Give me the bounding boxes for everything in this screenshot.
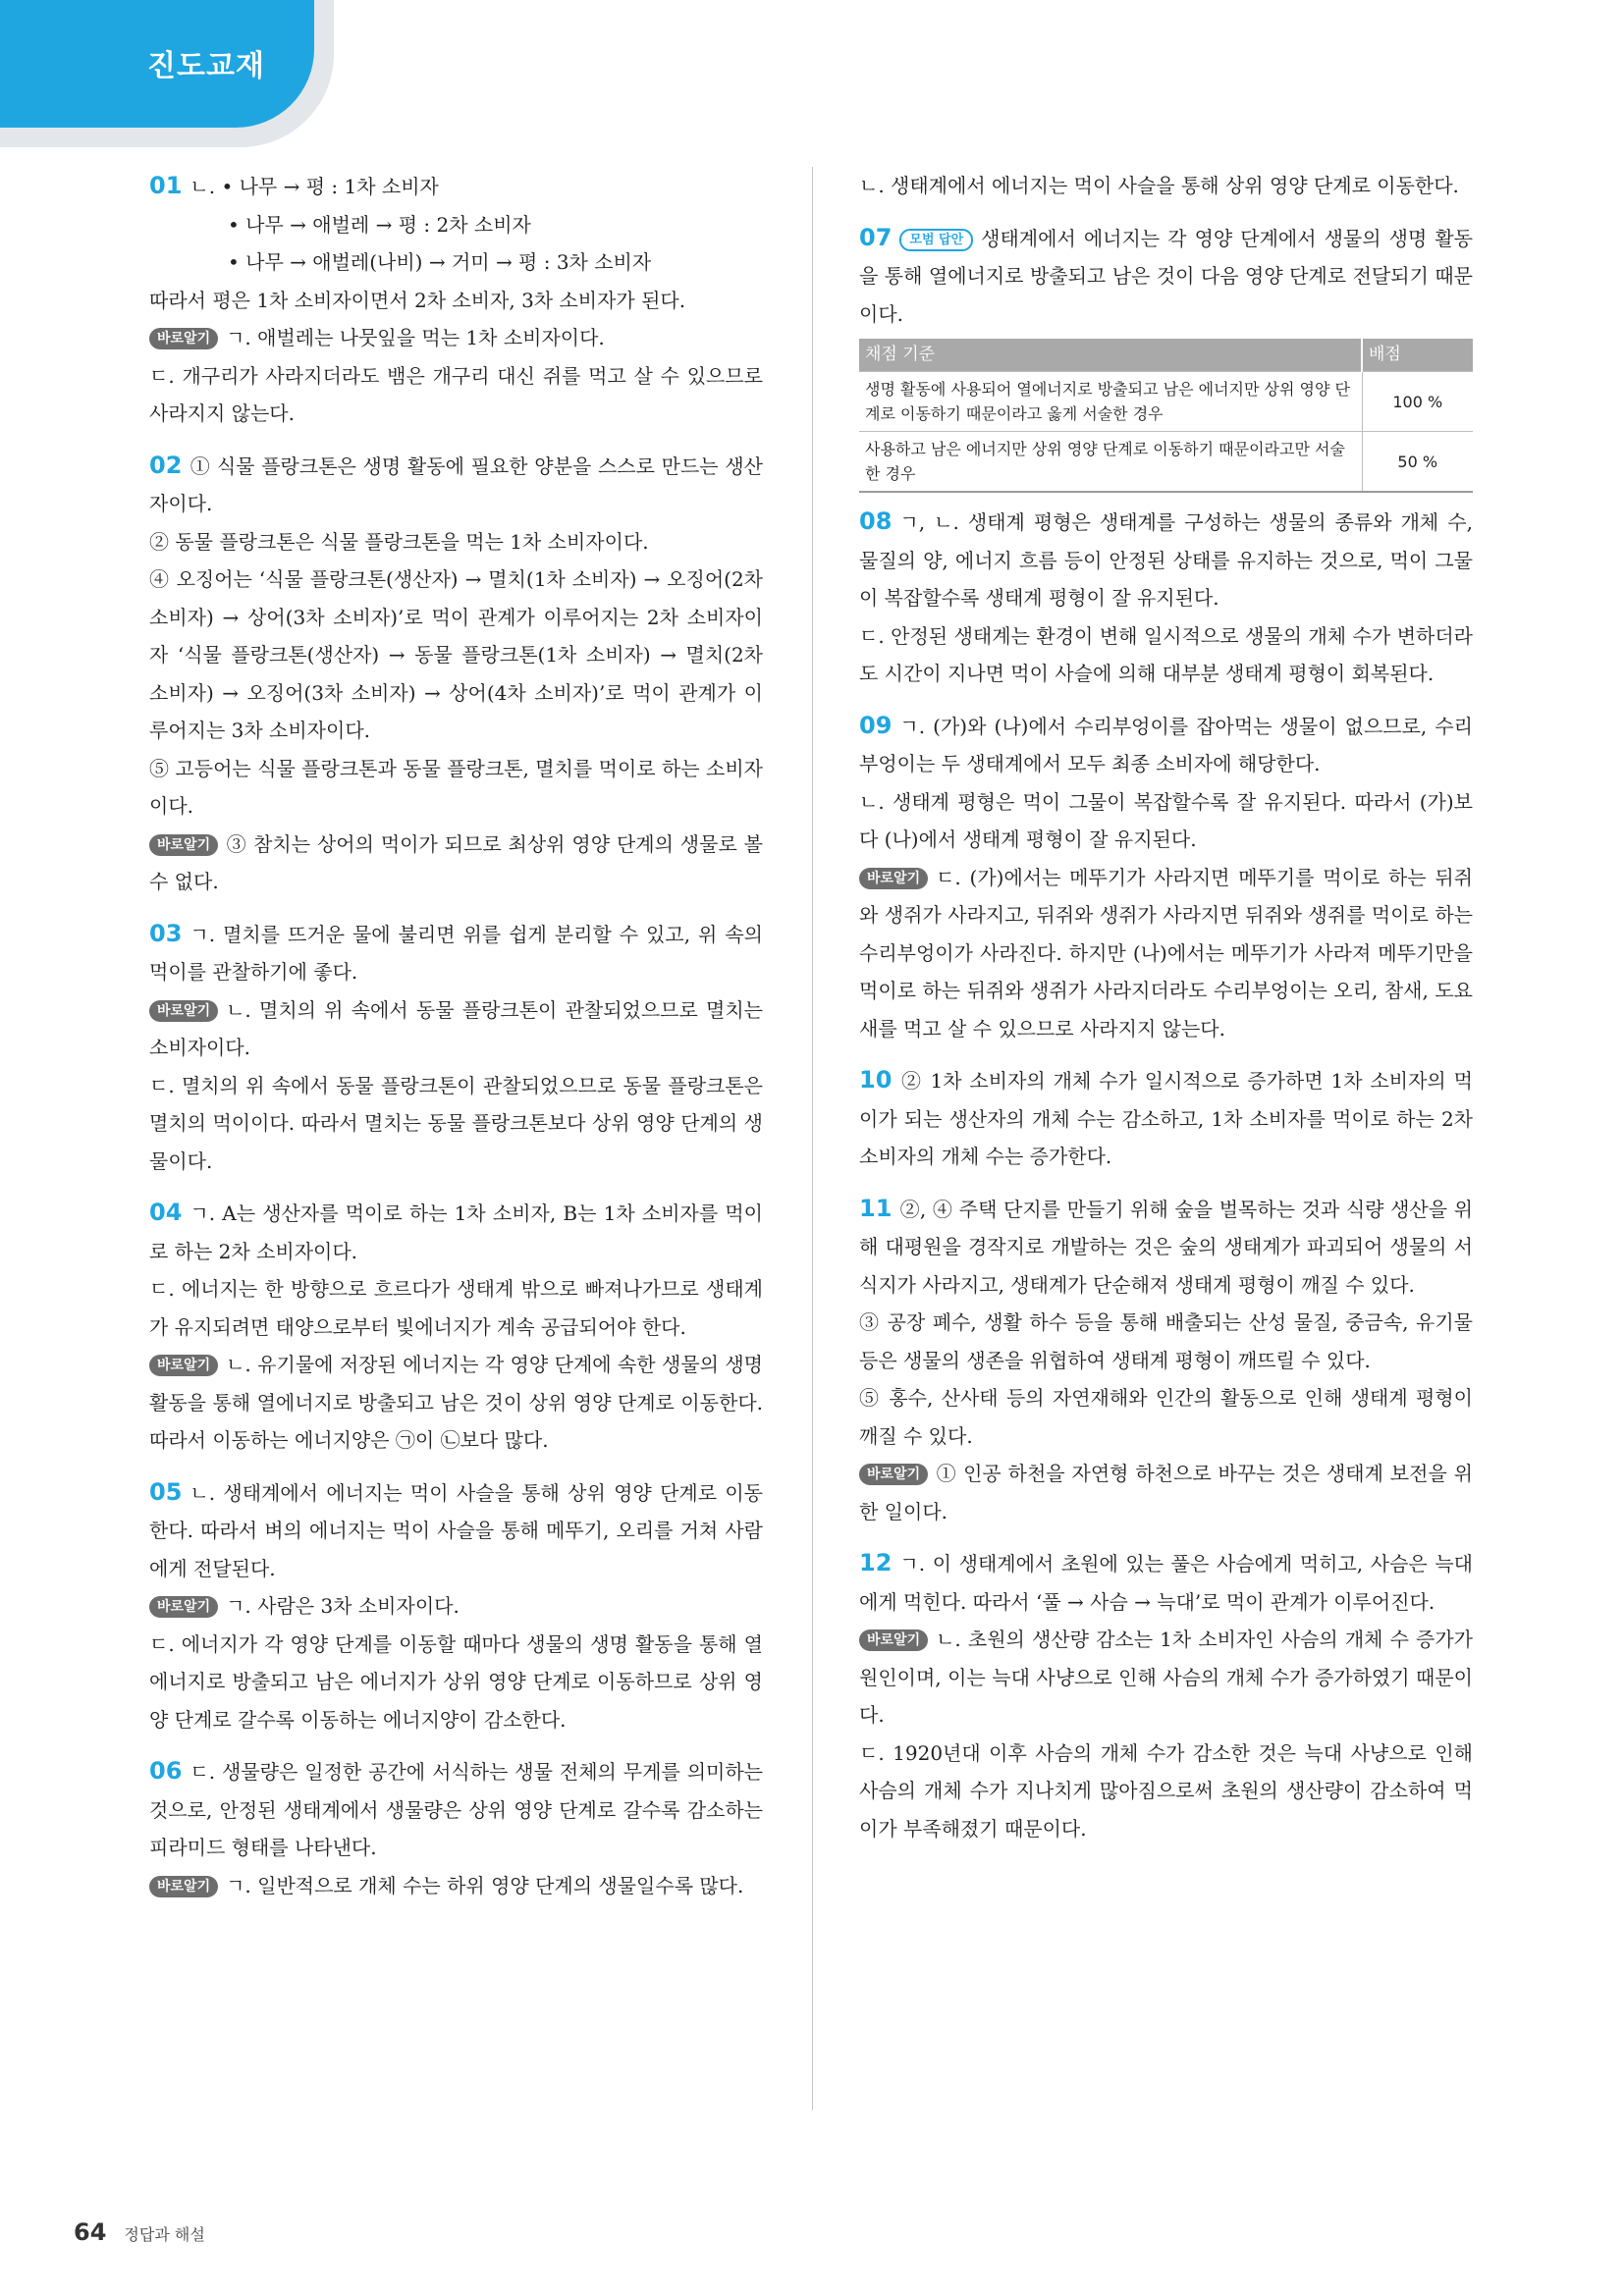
baro-badge: 바로알기 bbox=[149, 1000, 218, 1022]
table-row bbox=[859, 432, 1473, 493]
answer-text: ㄱ. 일반적으로 개체 수는 하위 영양 단계의 생물일수록 많다. bbox=[226, 1873, 744, 1897]
answer-text: ㄷ. 개구리가 사라지더라도 뱀은 개구리 대신 쥐를 먹고 살 수 있으므로 사라지지 않는다. bbox=[149, 363, 763, 425]
header-title: 진도교재 bbox=[147, 49, 265, 83]
answer-08 bbox=[859, 503, 1473, 693]
answer-text: ㄱ. 애벌레는 나뭇잎을 먹는 1차 소비자이다. bbox=[226, 326, 605, 349]
answer-text: ㄴ. 유기물에 저장된 에너지는 각 영양 단계에 속한 생물의 생명 활동을 통해 열에너지로 방출되고 남은 것이 상위 영양 단계로 이동한다. 따라서 이동하는 에너지양은 ㉠이 ㉡보다 많다. bbox=[149, 1353, 763, 1452]
baro-badge: 바로알기 bbox=[149, 1876, 218, 1897]
answer-text: ㄴ. 멸치의 위 속에서 동물 플랑크톤이 관찰되었으므로 멸치는 소비자이다. bbox=[149, 997, 763, 1059]
answer-text: ㄱ. 사람은 3차 소비자이다. bbox=[226, 1594, 460, 1618]
answer-06-continued bbox=[859, 167, 1473, 205]
answer-text: ㄴ. 생태계에서 에너지는 먹이 사슬을 통해 상위 영양 단계로 이동한다. bbox=[859, 174, 1459, 197]
answer-text: ㄱ. 멸치를 뜨거운 물에 불리면 위를 쉽게 분리할 수 있고, 위 속의 먹이를 관찰하기에 좋다. bbox=[149, 922, 763, 984]
table-row bbox=[859, 372, 1473, 432]
answer-text: ㄷ. 생물량은 일정한 공간에 서식하는 생물 전체의 무게를 의미하는 것으로, 안정된 생태계에서 생물량은 상위 영양 단계로 갈수록 감소하는 피라미드 형태를 나타낸다. bbox=[149, 1760, 763, 1859]
answer-text: ㄴ. 생태계에서 에너지는 먹이 사슬을 통해 상위 영양 단계로 이동한다. 따라서 벼의 에너지는 먹이 사슬을 통해 메뚜기, 오리를 거쳐 사람에게 전달된다. bbox=[149, 1480, 763, 1580]
answer-text: ㄷ. 에너지는 한 방향으로 흐르다가 생태계 밖으로 빠져나가므로 생태계가 유지되려면 태양으로부터 빛에너지가 계속 공급되어야 한다. bbox=[149, 1277, 763, 1339]
rubric-criteria: 생명 활동에 사용되어 열에너지로 방출되고 남은 에너지만 상위 영양 단계로 이동하기 때문이라고 옳게 서술한 경우 bbox=[859, 372, 1362, 432]
question-number: 07 bbox=[859, 223, 893, 251]
question-number: 08 bbox=[859, 507, 893, 535]
baro-badge: 바로알기 bbox=[149, 1596, 218, 1618]
answer-text: ㄷ. 안정된 생태계는 환경이 변해 일시적으로 생물의 개체 수가 변하더라도 시간이 지나면 먹이 사슬에 의해 대부분 생태계 평형이 회복된다. bbox=[859, 623, 1473, 685]
answer-text: ③ 참치는 상어의 먹이가 되므로 최상위 영양 단계의 생물로 볼 수 없다. bbox=[149, 831, 763, 893]
baro-badge: 바로알기 bbox=[859, 868, 928, 889]
answer-12 bbox=[859, 1544, 1473, 1847]
answer-text: ① 인공 하천을 자연형 하천으로 바꾸는 것은 생태계 보전을 위한 일이다. bbox=[859, 1462, 1473, 1523]
question-number: 01 bbox=[149, 172, 183, 199]
column-divider bbox=[812, 167, 813, 2110]
answer-05 bbox=[149, 1473, 763, 1739]
question-number: 03 bbox=[149, 919, 183, 947]
answer-text: ④ 오징어는 ‘식물 플랑크톤(생산자) → 멸치(1차 소비자) → 오징어(2차 소비자) → 상어(3차 소비자)’로 먹이 관계가 이루어지는 2차 소비자이자 ‘식물 플랑크톤(생산자) → 동물 플랑크톤(1차 소비자) → 멸치(2차 소비자) → 오징어(3차 소비자) → 상어(4차 소비자)’로 먹이 관계가 이루어지는 3차 소비자이다. bbox=[149, 567, 763, 742]
baro-badge: 바로알기 bbox=[149, 1355, 218, 1376]
right-column bbox=[859, 167, 1473, 1847]
answer-text: ㄱ, ㄴ. 생태계 평형은 생태계를 구성하는 생물의 종류와 개체 수, 물질의 양, 에너지 흐름 등이 안정된 상태를 유지하는 것으로, 먹이 그물이 복잡할수록 생태계 평형이 잘 유지된다. bbox=[859, 510, 1473, 610]
answer-text: ㄱ. (가)와 (나)에서 수리부엉이를 잡아먹는 생물이 없으므로, 수리부엉이는 두 생태계에서 모두 최종 소비자에 해당한다. bbox=[859, 714, 1473, 775]
answer-text: ㄷ. (가)에서는 메뚜기가 사라지면 메뚜기를 먹이로 하는 뒤쥐와 생쥐가 사라지고, 뒤쥐와 생쥐가 사라지면 뒤쥐와 생쥐를 먹이로 하는 수리부엉이가 사라진다. 하지만 (나)에서는 메뚜기가 사라져 메뚜기만을 먹이로 하는 뒤쥐와 생쥐가 사라지더라도 수리부엉이는 오리, 참새, 도요새를 먹고 살 수 있으므로 사라지지 않는다. bbox=[859, 865, 1473, 1041]
answer-text: ① 식물 플랑크톤은 생명 활동에 필요한 양분을 스스로 만드는 생산자이다. bbox=[149, 454, 763, 515]
rubric-header-score: 배점 bbox=[1362, 339, 1473, 372]
model-answer-badge: 모범 답안 bbox=[899, 229, 973, 251]
answer-text: ⑤ 고등어는 식물 플랑크톤과 동물 플랑크톤, 멸치를 먹이로 하는 소비자이다. bbox=[149, 756, 763, 818]
answer-06 bbox=[149, 1752, 763, 1904]
rubric-score: 50 % bbox=[1362, 432, 1473, 493]
answer-text: 생태계에서 에너지는 각 영양 단계에서 생물의 생명 활동을 통해 열에너지로 방출되고 남은 것이 다음 영양 단계로 전달되기 때문이다. bbox=[859, 226, 1473, 326]
scoring-rubric-table bbox=[859, 339, 1473, 493]
baro-badge: 바로알기 bbox=[859, 1629, 928, 1651]
question-number: 04 bbox=[149, 1199, 183, 1226]
answer-02 bbox=[149, 447, 763, 901]
answer-text: ㄴ. 초원의 생산량 감소는 1차 소비자인 사슴의 개체 수 증가가 원인이며, 이는 늑대 사냥으로 인해 사슴의 개체 수가 증가하였기 때문이다. bbox=[859, 1628, 1473, 1727]
question-number: 11 bbox=[859, 1194, 893, 1222]
answer-text: ② 1차 소비자의 개체 수가 일시적으로 증가하면 1차 소비자의 먹이가 되는 생산자의 개체 수는 감소하고, 1차 소비자를 먹이로 하는 2차 소비자의 개체 수는 증가한다. bbox=[859, 1069, 1473, 1168]
answer-text: ㄷ. 1920년대 이후 사슴의 개체 수가 감소한 것은 늑대 사냥으로 인해 사슴의 개체 수가 지나치게 많아짐으로써 초원의 생산량이 감소하여 먹이가 부족해졌기 때문이다. bbox=[859, 1740, 1473, 1841]
answer-04 bbox=[149, 1194, 763, 1460]
answer-text: ㄷ. 에너지가 각 영양 단계를 이동할 때마다 생물의 생명 활동을 통해 열에너지로 방출되고 남은 에너지가 상위 영양 단계로 이동하므로 상위 영양 단계로 갈수록 이동하는 에너지양이 감소한다. bbox=[149, 1631, 763, 1732]
question-number: 02 bbox=[149, 451, 183, 479]
question-number: 10 bbox=[859, 1066, 893, 1094]
answer-11 bbox=[859, 1190, 1473, 1531]
page-number: 64 bbox=[74, 2218, 107, 2246]
answer-text: ③ 공장 폐수, 생활 하수 등을 통해 배출되는 산성 물질, 중금속, 유기물 등은 생물의 생존을 위협하여 생태계 평형이 깨뜨릴 수 있다. bbox=[859, 1310, 1473, 1372]
baro-badge: 바로알기 bbox=[859, 1464, 928, 1485]
answer-text: ㄴ. 생태계 평형은 먹이 그물이 복잡할수록 잘 유지된다. 따라서 (가)보다 (나)에서 생태계 평형이 잘 유지된다. bbox=[859, 789, 1473, 851]
answer-03 bbox=[149, 915, 763, 1181]
answer-text: ㄷ. 멸치의 위 속에서 동물 플랑크톤이 관찰되었으므로 동물 플랑크톤은 멸치의 먹이이다. 따라서 멸치는 동물 플랑크톤보다 상위 영양 단계의 생물이다. bbox=[149, 1073, 763, 1173]
question-number: 09 bbox=[859, 711, 893, 739]
answer-text: ㄱ. A는 생산자를 먹이로 하는 1차 소비자, B는 1차 소비자를 먹이로 하는 2차 소비자이다. bbox=[149, 1201, 763, 1263]
rubric-header-criteria: 채점 기준 bbox=[859, 339, 1362, 372]
question-number: 05 bbox=[149, 1477, 183, 1506]
question-number: 12 bbox=[859, 1549, 893, 1576]
answer-text: • 나무 → 애벌레(나비) → 거미 → 평 : 3차 소비자 bbox=[228, 250, 652, 274]
answer-text: ② 동물 플랑크톤은 식물 플랑크톤을 먹는 1차 소비자이다. bbox=[149, 529, 649, 554]
question-number: 06 bbox=[149, 1757, 183, 1785]
left-column bbox=[149, 167, 763, 1904]
answer-text: ㄴ. • 나무 → 평 : 1차 소비자 bbox=[189, 175, 439, 198]
answer-text: ㄱ. 이 생태계에서 초원에 있는 풀은 사슴에게 먹히고, 사슴은 늑대에게 먹힌다. 따라서 ‘풀 → 사슴 → 늑대’로 먹이 관계가 이루어진다. bbox=[859, 1552, 1473, 1614]
answer-09 bbox=[859, 707, 1473, 1048]
answer-text: 따라서 평은 1차 소비자이면서 2차 소비자, 3차 소비자가 된다. bbox=[149, 288, 686, 312]
answer-text: ②, ④ 주택 단지를 만들기 위해 숲을 벌목하는 것과 식량 생산을 위해 대평원을 경작지로 개발하는 것은 숲의 생태계가 파괴되어 생물의 서식지가 사라지고, 생태계가 단순해져 생태계 평형이 깨질 수 있다. bbox=[859, 1197, 1473, 1297]
rubric-score: 100 % bbox=[1362, 372, 1473, 432]
baro-badge: 바로알기 bbox=[149, 834, 218, 856]
answer-07 bbox=[859, 219, 1473, 494]
answer-text: ⑤ 홍수, 산사태 등의 자연재해와 인간의 활동으로 인해 생태계 평형이 깨질 수 있다. bbox=[859, 1386, 1473, 1448]
rubric-criteria: 사용하고 남은 에너지만 상위 영양 단계로 이동하기 때문이라고만 서술한 경우 bbox=[859, 432, 1362, 493]
answer-10 bbox=[859, 1061, 1473, 1176]
answer-text: • 나무 → 애벌레 → 평 : 2차 소비자 bbox=[228, 212, 531, 237]
baro-badge: 바로알기 bbox=[149, 328, 218, 349]
footer-text: 정답과 해설 bbox=[124, 2225, 205, 2244]
page-footer bbox=[74, 2218, 205, 2246]
answer-01 bbox=[149, 167, 763, 433]
